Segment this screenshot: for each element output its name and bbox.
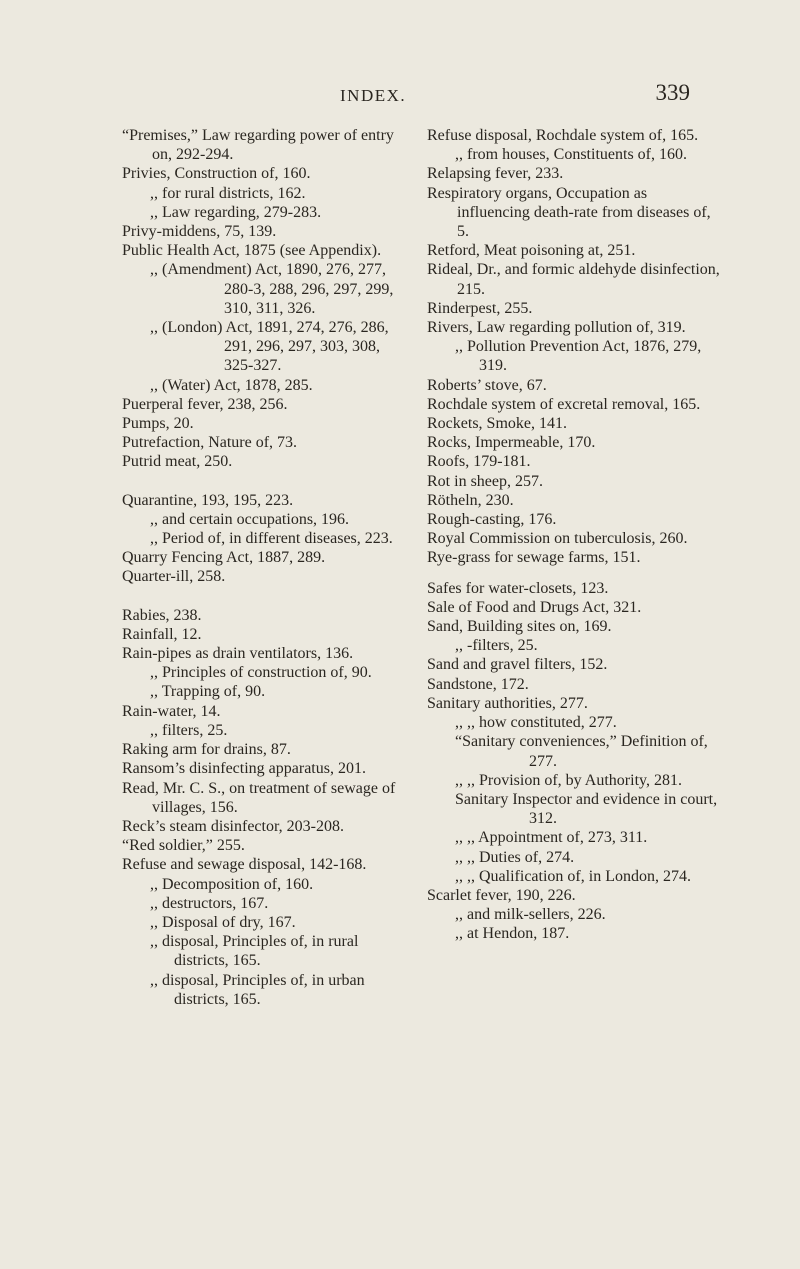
- index-entry: Rinderpest, 255.: [427, 299, 533, 317]
- index-entry: Rough-casting, 176.: [427, 511, 557, 529]
- index-entry: ,, ,, Duties of, 274.: [455, 848, 575, 866]
- index-entry: ,, -filters, 25.: [455, 637, 538, 655]
- index-entry: Retford, Meat poisoning at, 251.: [427, 242, 636, 260]
- index-entry: ,, Disposal of dry, 167.: [150, 913, 296, 931]
- index-entry: Rainfall, 12.: [122, 625, 202, 643]
- index-entry: Public Health Act, 1875 (see Appendix).: [122, 242, 382, 260]
- index-entry: Sandstone, 172.: [427, 675, 529, 693]
- index-entry: ,, Principles of construction of, 90.: [150, 664, 372, 682]
- index-entry: ,, disposal, Principles of, in urban districts, 165.: [150, 971, 365, 1008]
- index-entry: Respiratory organs, Occupation as influencing death-rate from diseases of, 5.: [427, 184, 711, 241]
- index-entry: Read, Mr. C. S., on treatment of sewage of villages, 156.: [122, 779, 396, 816]
- index-entry: ,, ,, Appointment of, 273, 311.: [455, 829, 648, 847]
- index-entry: Puerperal fever, 238, 256.: [122, 395, 288, 413]
- index-entry: “Red soldier,” 255.: [122, 837, 245, 855]
- index-entry: Rain-water, 14.: [122, 702, 221, 720]
- index-entry: ,, Trapping of, 90.: [150, 683, 266, 701]
- index-entry: ,, Law regarding, 279-283.: [150, 203, 322, 221]
- index-entry: ,, destructors, 167.: [150, 894, 269, 912]
- index-entry: Rivers, Law regarding pollution of, 319.: [427, 319, 686, 337]
- index-entry: ,, Decomposition of, 160.: [150, 875, 314, 893]
- index-entry: Pumps, 20.: [122, 415, 194, 433]
- index-entry: ,, disposal, Principles of, in rural districts, 165.: [150, 933, 359, 970]
- index-entry: Putrefaction, Nature of, 73.: [122, 434, 298, 452]
- index-entry: ,, Pollution Prevention Act, 1876, 279, 319.: [455, 338, 702, 375]
- index-entry: Quarantine, 193, 195, 223.: [122, 491, 294, 509]
- index-entry: Refuse disposal, Rochdale system of, 165.: [427, 127, 699, 144]
- index-entry: Rockets, Smoke, 141.: [427, 415, 567, 433]
- index-entry: Ransom’s disinfecting apparatus, 201.: [122, 760, 366, 778]
- index-entry: ,, ,, how constituted, 277.: [455, 714, 617, 732]
- index-column-left: [122, 126, 412, 1009]
- index-entry: ,, and milk-sellers, 226.: [455, 906, 606, 924]
- index-entry: Sand and gravel filters, 152.: [427, 656, 608, 674]
- index-entry: ,, (Water) Act, 1878, 285.: [150, 376, 313, 394]
- index-entry: “Premises,” Law regarding power of entry on, 292-294.: [122, 127, 394, 164]
- index-entry: ,, and certain occupations, 196.: [150, 510, 350, 528]
- index-entry: ,, (Amendment) Act, 1890, 276, 277, 280-3, 288, 296, 297, 299, 310, 311, 326.: [150, 261, 394, 317]
- index-entry: Rideal, Dr., and formic aldehyde disinfection, 215.: [427, 261, 720, 298]
- index-entry: Putrid meat, 250.: [122, 453, 233, 471]
- index-entry: Rocks, Impermeable, 170.: [427, 434, 596, 452]
- index-entry: Rain-pipes as drain ventilators, 136.: [122, 645, 354, 663]
- index-entry: Rye-grass for sewage farms, 151.: [427, 549, 641, 567]
- index-entry: Rötheln, 230.: [427, 491, 514, 509]
- index-entry: ,, (London) Act, 1891, 274, 276, 286, 291, 296, 297, 303, 308, 325-327.: [150, 319, 389, 375]
- index-entry: Scarlet fever, 190, 226.: [427, 886, 576, 904]
- index-entry: Sale of Food and Drugs Act, 321.: [427, 598, 642, 616]
- index-entry: Royal Commission on tuberculosis, 260.: [427, 530, 688, 548]
- index-entry: Refuse and sewage disposal, 142-168.: [122, 856, 367, 874]
- index-entry: Safes for water-closets, 123.: [427, 579, 609, 597]
- index-entry: “Sanitary conveniences,” Definition of, 277.: [455, 733, 708, 770]
- index-entry: Sanitary authorities, 277.: [427, 694, 588, 712]
- index-entry: ,, from houses, Constituents of, 160.: [455, 146, 687, 164]
- index-entry: Rabies, 238.: [122, 606, 202, 624]
- index-entry: Privy-middens, 75, 139.: [122, 223, 277, 241]
- index-column-right: [427, 126, 720, 944]
- index-entry: Roofs, 179-181.: [427, 453, 531, 471]
- index-entry: ,, for rural districts, 162.: [150, 184, 306, 202]
- index-entry: Rot in sheep, 257.: [427, 472, 543, 490]
- index-entry: Quarry Fencing Act, 1887, 289.: [122, 549, 326, 567]
- index-entry: ,, ,, Provision of, by Authority, 281.: [455, 771, 682, 789]
- index-entry: Quarter-ill, 258.: [122, 568, 226, 586]
- index-entry: ,, Period of, in different diseases, 223.: [150, 530, 393, 548]
- index-entry: Roberts’ stove, 67.: [427, 376, 547, 394]
- index-entry: ,, filters, 25.: [150, 721, 228, 739]
- index-entry: Sanitary Inspector and evidence in court, 312.: [455, 790, 718, 828]
- index-entry: Raking arm for drains, 87.: [122, 741, 291, 759]
- index-entry: Sand, Building sites on, 169.: [427, 618, 612, 636]
- index-entry: Relapsing fever, 233.: [427, 165, 564, 183]
- page-title: INDEX.: [340, 86, 407, 105]
- page-header: [0, 80, 800, 116]
- index-entry: Privies, Construction of, 160.: [122, 165, 311, 183]
- page-number: 339: [655, 80, 690, 105]
- index-entry: ,, ,, Qualification of, in London, 274.: [455, 867, 691, 885]
- index-entry: Reck’s steam disinfector, 203-208.: [122, 817, 344, 835]
- index-entry: Rochdale system of excretal removal, 165.: [427, 395, 701, 413]
- index-entry: ,, at Hendon, 187.: [455, 925, 570, 943]
